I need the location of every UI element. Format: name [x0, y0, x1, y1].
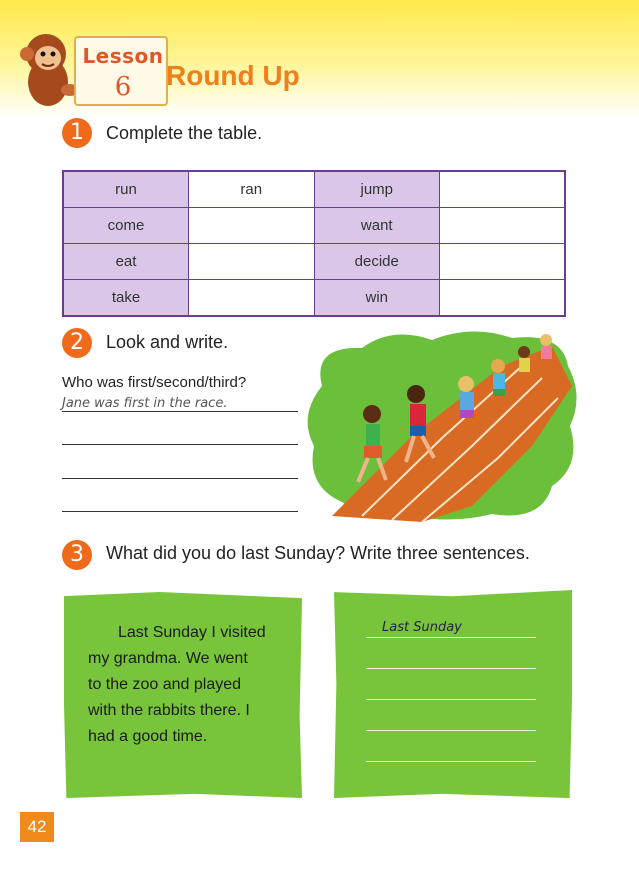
answer-start: Last Sunday: [382, 620, 462, 635]
runner-third: [458, 376, 474, 418]
verb-table: [62, 170, 566, 317]
section-3-instruction: What did you do last Sunday? Write three sentences.: [106, 543, 530, 563]
page-title: Round Up: [166, 60, 300, 91]
table-cell: take: [63, 280, 189, 317]
table-cell: jump: [314, 171, 440, 208]
section-1-number: 1: [62, 118, 92, 148]
answer-line[interactable]: [366, 730, 536, 731]
section-2-instruction: Look and write.: [106, 332, 229, 352]
lesson-label: Lesson: [82, 44, 164, 68]
lesson-number: 6: [114, 72, 132, 102]
sample-line: my grandma. We went: [88, 650, 248, 667]
table-cell: want: [314, 208, 440, 244]
answer-line[interactable]: [62, 478, 298, 479]
table-cell: decide: [314, 244, 440, 280]
answer-line[interactable]: [366, 668, 536, 669]
table-row: [63, 171, 565, 208]
answer-line[interactable]: [62, 444, 298, 445]
table-row: [63, 208, 565, 244]
table-cell[interactable]: [440, 280, 566, 317]
example-answer: Jane was first in the race.: [62, 396, 228, 411]
section-2-number: 2: [62, 328, 92, 358]
sample-line: had a good time.: [88, 728, 208, 745]
page-number: 42: [20, 812, 54, 842]
table-cell[interactable]: ran: [189, 171, 315, 208]
answer-line[interactable]: [366, 761, 536, 762]
table-cell[interactable]: [189, 244, 315, 280]
section-1-instruction: Complete the table.: [106, 123, 263, 143]
table-cell[interactable]: [189, 208, 315, 244]
lesson-card: [74, 36, 168, 106]
answer-line[interactable]: [62, 411, 298, 412]
sample-line: with the rabbits there. I: [88, 702, 250, 719]
section-3-number: 3: [62, 540, 92, 570]
runner-fourth: [491, 359, 505, 396]
table-cell[interactable]: [440, 208, 566, 244]
table-cell: win: [314, 280, 440, 317]
table-cell[interactable]: [440, 171, 566, 208]
table-row: [63, 244, 565, 280]
answer-line[interactable]: [366, 699, 536, 700]
table-cell[interactable]: [189, 280, 315, 317]
sample-paragraph: [88, 620, 288, 750]
sample-line: Last Sunday I visited: [118, 624, 266, 641]
sample-line: to the zoo and played: [88, 676, 242, 693]
table-cell: eat: [63, 244, 189, 280]
lesson-badge: [18, 28, 164, 108]
answer-line[interactable]: [62, 511, 298, 512]
answer-line[interactable]: [366, 637, 536, 638]
table-cell: come: [63, 208, 189, 244]
race-question: Who was first/second/third?: [62, 374, 247, 391]
table-cell[interactable]: [440, 244, 566, 280]
table-cell: run: [63, 171, 189, 208]
table-row: [63, 280, 565, 317]
racing-kids-illustration: [302, 326, 580, 522]
